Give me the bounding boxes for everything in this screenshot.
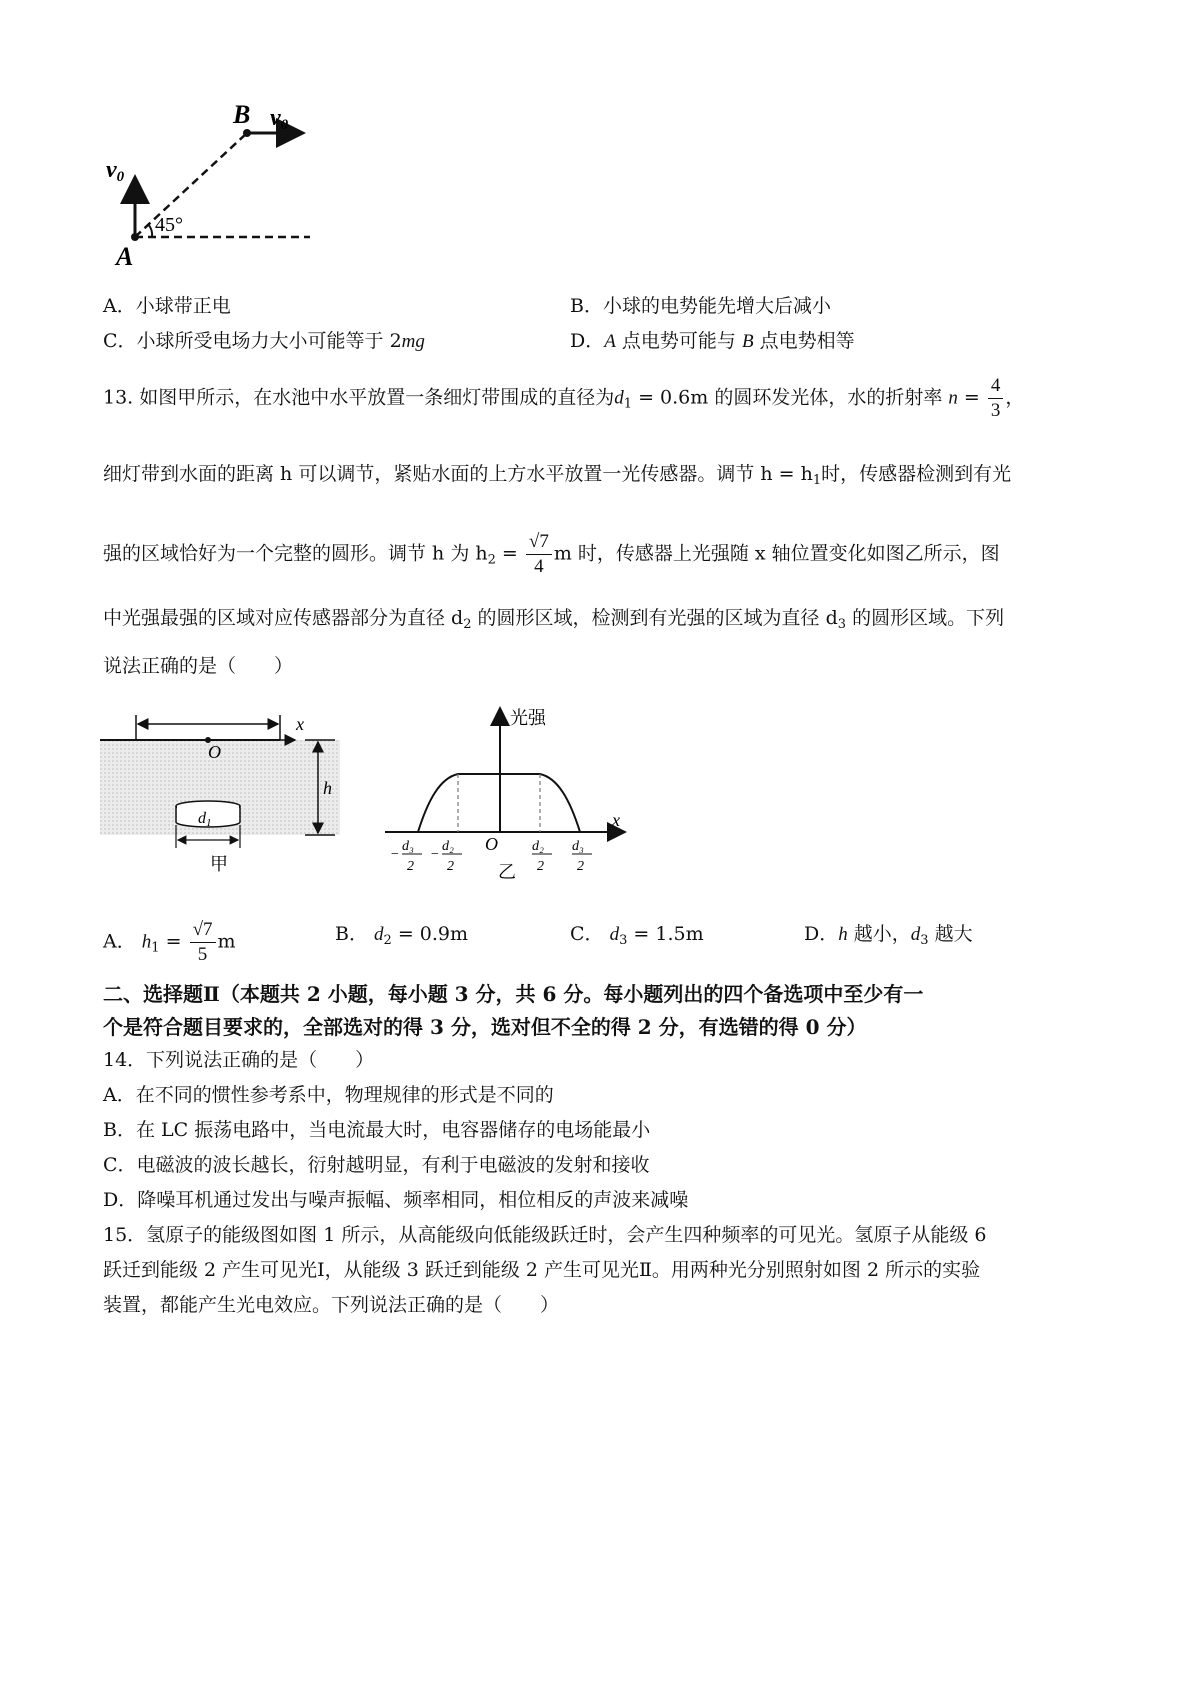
label-x-jia: x <box>296 714 304 734</box>
svg-text:−: − <box>430 847 440 862</box>
svg-text:2: 2 <box>577 859 584 874</box>
x-label-yi: x <box>612 810 620 830</box>
q13-option-b: B． $d_2 = 0.9m$ <box>335 923 469 948</box>
a-fraction: $\frac{√7}{5}$ <box>190 918 216 967</box>
h2-fraction: $\frac{√7}{4}$ <box>526 530 552 579</box>
q13-option-c: C． $d_3 = 1.5m$ <box>570 923 704 948</box>
svg-text:−: − <box>390 847 400 862</box>
label-b: B <box>233 100 251 129</box>
q13-line3: 强的区域恰好为一个完整的圆形。调节 h 为 $h_2$ = $\frac{√7}{4}$ m 时，传感器上光强随 x 轴位置变化如图乙所示，图 <box>103 531 1000 577</box>
svg-text:d₂: d₂ <box>442 839 454 854</box>
q14-stem: 14．下列说法正确的是（ ） <box>103 1049 375 1071</box>
svg-text:d₂: d₂ <box>532 839 544 854</box>
q13-line1: 13. 如图甲所示，在水池中水平放置一条细灯带围成的直径为$d_1 = 0.6m$ 的圆环发光体，水的折射率 n = $\frac{4}{3}$ ， <box>103 375 1025 421</box>
label-a: A <box>116 242 134 271</box>
q13-option-a: A． $h_1$ = $\frac{√7}{5}$ m <box>103 919 236 965</box>
q14-option-c: C．电磁波的波长越长，衍射越明显，有利于电磁波的发射和接收 <box>103 1154 650 1176</box>
section2-heading-line1: 二、选择题Ⅱ（本题共 2 小题，每小题 3 分，共 6 分。每小题列出的四个备选项中至少有一 <box>103 982 924 1006</box>
label-v0-up: v0 <box>106 157 125 185</box>
tick-pos-d3 <box>572 839 592 874</box>
n-fraction: $\frac{4}{3}$ <box>988 374 1004 423</box>
y-label: 光强 <box>510 708 546 729</box>
svg-text:d₃: d₃ <box>572 839 584 854</box>
q12-option-d: D．A 点电势可能与 B 点电势相等 <box>570 330 855 352</box>
q15-line2: 跃迁到能级 2 产生可见光Ⅰ，从能级 3 跃迁到能级 2 产生可见光Ⅱ。用两种光分别照射如图 2 所示的实验 <box>103 1259 981 1281</box>
label-v0-right: v0 <box>270 105 289 133</box>
svg-text:2: 2 <box>537 859 544 874</box>
q13-figure-yi <box>380 700 700 880</box>
q15-line3: 装置，都能产生光电效应。下列说法正确的是（ ） <box>103 1294 560 1316</box>
ab-dashed-line <box>135 133 247 237</box>
label-h: h <box>323 778 332 798</box>
point-a <box>131 233 139 241</box>
angle-label: 45° <box>155 214 183 236</box>
label-o-jia: O <box>208 742 221 762</box>
tick-pos-d2 <box>532 839 552 874</box>
svg-text:2: 2 <box>447 859 454 874</box>
q14-option-d: D．降噪耳机通过发出与噪声振幅、频率相同，相位相反的声波来减噪 <box>103 1189 689 1211</box>
q13-line4: 中光强最强的区域对应传感器部分为直径 $d_2$ 的圆形区域，检测到有光强的区域为直径 $d_3$ 的圆形区域。下列 <box>103 607 1005 632</box>
q13-figure-jia <box>100 700 355 880</box>
svg-text:d₃: d₃ <box>402 839 414 854</box>
point-b <box>243 129 251 137</box>
q13-line2: 细灯带到水面的距离 h 可以调节，紧贴水面的上方水平放置一光传感器。调节 $h = h_1$时，传感器检测到有光 <box>103 463 1012 488</box>
q12-option-c: C．小球所受电场力大小可能等于 2mg <box>103 330 425 352</box>
q15-line1: 15．氢原子的能级图如图 1 所示，从高能级向低能级跃迁时，会产生四种频率的可见光。氢原子从能级 6 <box>103 1224 987 1246</box>
angle-arc <box>148 224 152 237</box>
section2-heading-line2: 个是符合题目要求的，全部选对的得 3 分，选对但不全的得 2 分，有选错的得 0 分） <box>103 1015 867 1039</box>
caption-yi: 乙 <box>498 862 516 880</box>
q12-figure <box>100 95 330 280</box>
tick-neg-d2 <box>430 839 462 874</box>
svg-text:2: 2 <box>407 859 414 874</box>
caption-jia: 甲 <box>210 854 228 875</box>
q13-option-d: D．h 越小，$d_3$ 越大 <box>804 923 973 948</box>
q12-option-a: A．小球带正电 <box>103 295 231 317</box>
q14-option-b: B．在 LC 振荡电路中，当电流最大时，电容器储存的电场能最小 <box>103 1119 651 1141</box>
q14-option-a: A．在不同的惯性参考系中，物理规律的形式是不同的 <box>103 1084 554 1106</box>
tick-neg-d3 <box>390 839 422 874</box>
origin-label-yi: O <box>485 834 498 854</box>
label-d1: d1 <box>198 810 212 829</box>
q12-option-b: B．小球的电势能先增大后减小 <box>570 295 831 317</box>
q13-line5: 说法正确的是（ ） <box>103 655 294 677</box>
